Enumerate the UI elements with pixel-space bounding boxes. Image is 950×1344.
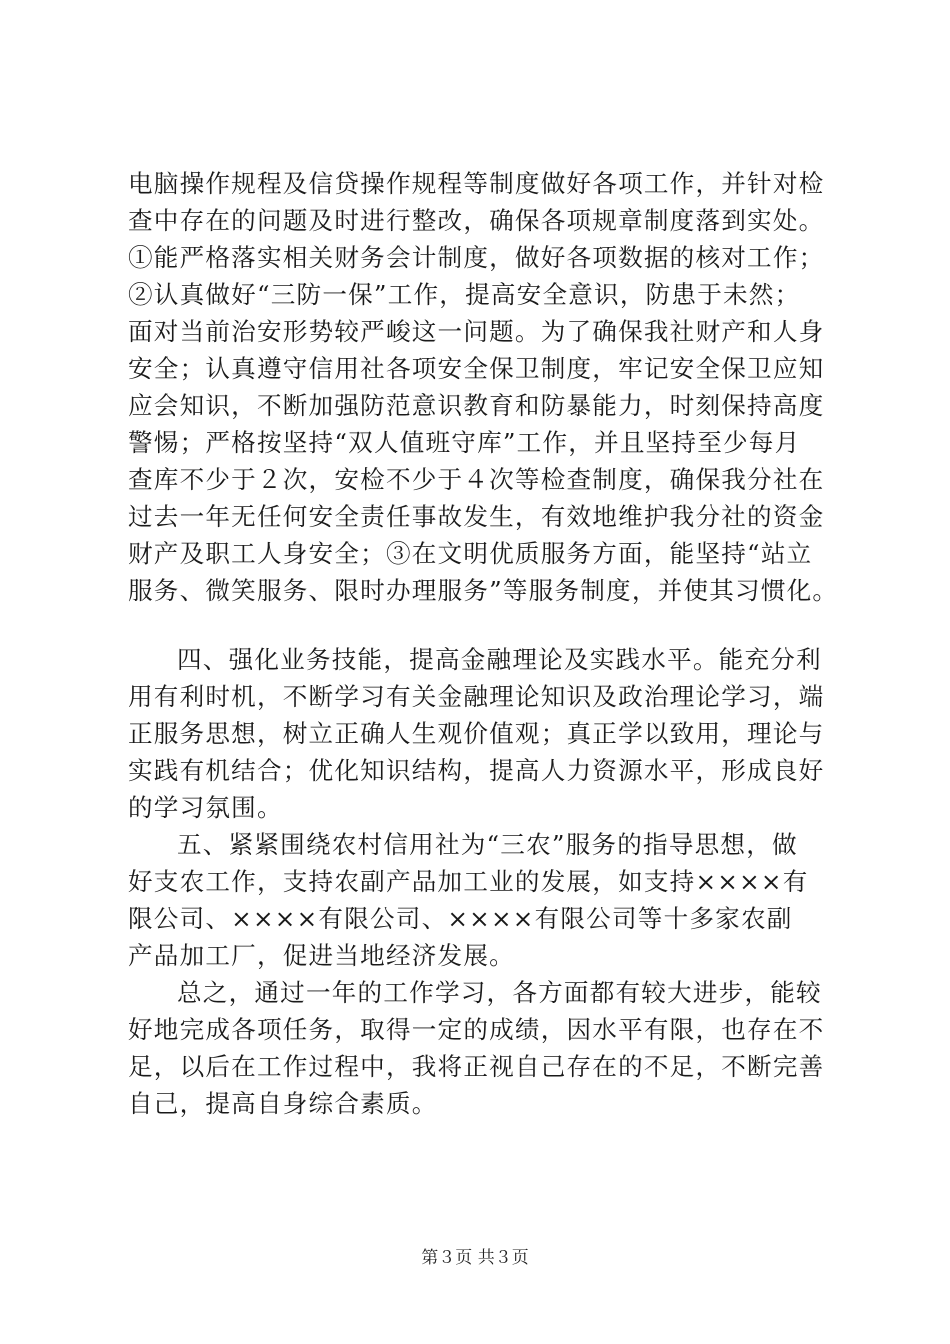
text-line: 电脑操作规程及信贷操作规程等制度做好各项工作，并针对检 xyxy=(128,169,825,198)
text-line: 好地完成各项任务，取得一定的成绩，因水平有限，也存在不 xyxy=(128,1015,825,1044)
text-line: 用有利时机，不断学习有关金融理论知识及政治理论学习，端 xyxy=(128,682,825,711)
text-line: 过去一年无任何安全责任事故发生，有效地维护我分社的资金 xyxy=(128,502,825,531)
text-line: 安全；认真遵守信用社各项安全保卫制度，牢记安全保卫应知 xyxy=(128,354,825,383)
text-line: ①能严格落实相关财务会计制度，做好各项数据的核对工作； xyxy=(128,243,825,272)
text-line: 好支农工作，支持农副产品加工业的发展，如支持××××有 xyxy=(128,867,809,896)
text-line: 足，以后在工作过程中，我将正视自己存在的不足，不断完善 xyxy=(128,1052,825,1081)
page-footer: 第３页 共３页 xyxy=(421,1248,529,1268)
text-line: 服务、微笑服务、限时办理服务”等服务制度，并使其习惯化。 xyxy=(128,576,839,605)
paragraph xyxy=(128,641,868,826)
text-line: 的学习氛围。 xyxy=(128,793,283,822)
text-line: 查库不少于２次，安检不少于４次等检查制度，确保我分社在 xyxy=(128,465,825,494)
text-line: 面对当前治安形势较严峻这一问题。为了确保我社财产和人身 xyxy=(128,317,825,346)
text-line: 正服务思想，树立正确人生观价值观；真正学以致用，理论与 xyxy=(128,719,825,748)
text-line: 警惕；严格按坚持“双人值班守库”工作，并且坚持至少每月 xyxy=(128,428,801,457)
text-line: 应会知识，不断加强防范意识教育和防暴能力，时刻保持高度 xyxy=(128,391,825,420)
paragraph-spacer xyxy=(128,609,868,641)
text-line: 限公司、××××有限公司、××××有限公司等十多家农副 xyxy=(128,904,793,933)
document-body xyxy=(128,165,868,1122)
text-line: 自己，提高自身综合素质。 xyxy=(128,1089,438,1118)
text-line: ②认真做好“三防一保”工作，提高安全意识，防患于未然； xyxy=(128,280,801,309)
text-line: 总之，通过一年的工作学习，各方面都有较大进步，能较 xyxy=(177,978,822,1007)
paragraph xyxy=(128,165,868,609)
paragraph xyxy=(128,974,868,1122)
text-line: 产品加工厂，促进当地经济发展。 xyxy=(128,941,515,970)
text-line: 实践有机结合；优化知识结构，提高人力资源水平，形成良好 xyxy=(128,756,825,785)
text-line: 财产及职工人身安全；③在文明优质服务方面，能坚持“站立 xyxy=(128,539,813,568)
text-line: 查中存在的问题及时进行整改，确保各项规章制度落到实处。 xyxy=(128,206,825,235)
paragraph xyxy=(128,826,868,974)
text-line: 五、紧紧围绕农村信用社为“三农”服务的指导思想，做 xyxy=(177,830,798,859)
text-line: 四、强化业务技能，提高金融理论及实践水平。能充分利 xyxy=(177,645,822,674)
